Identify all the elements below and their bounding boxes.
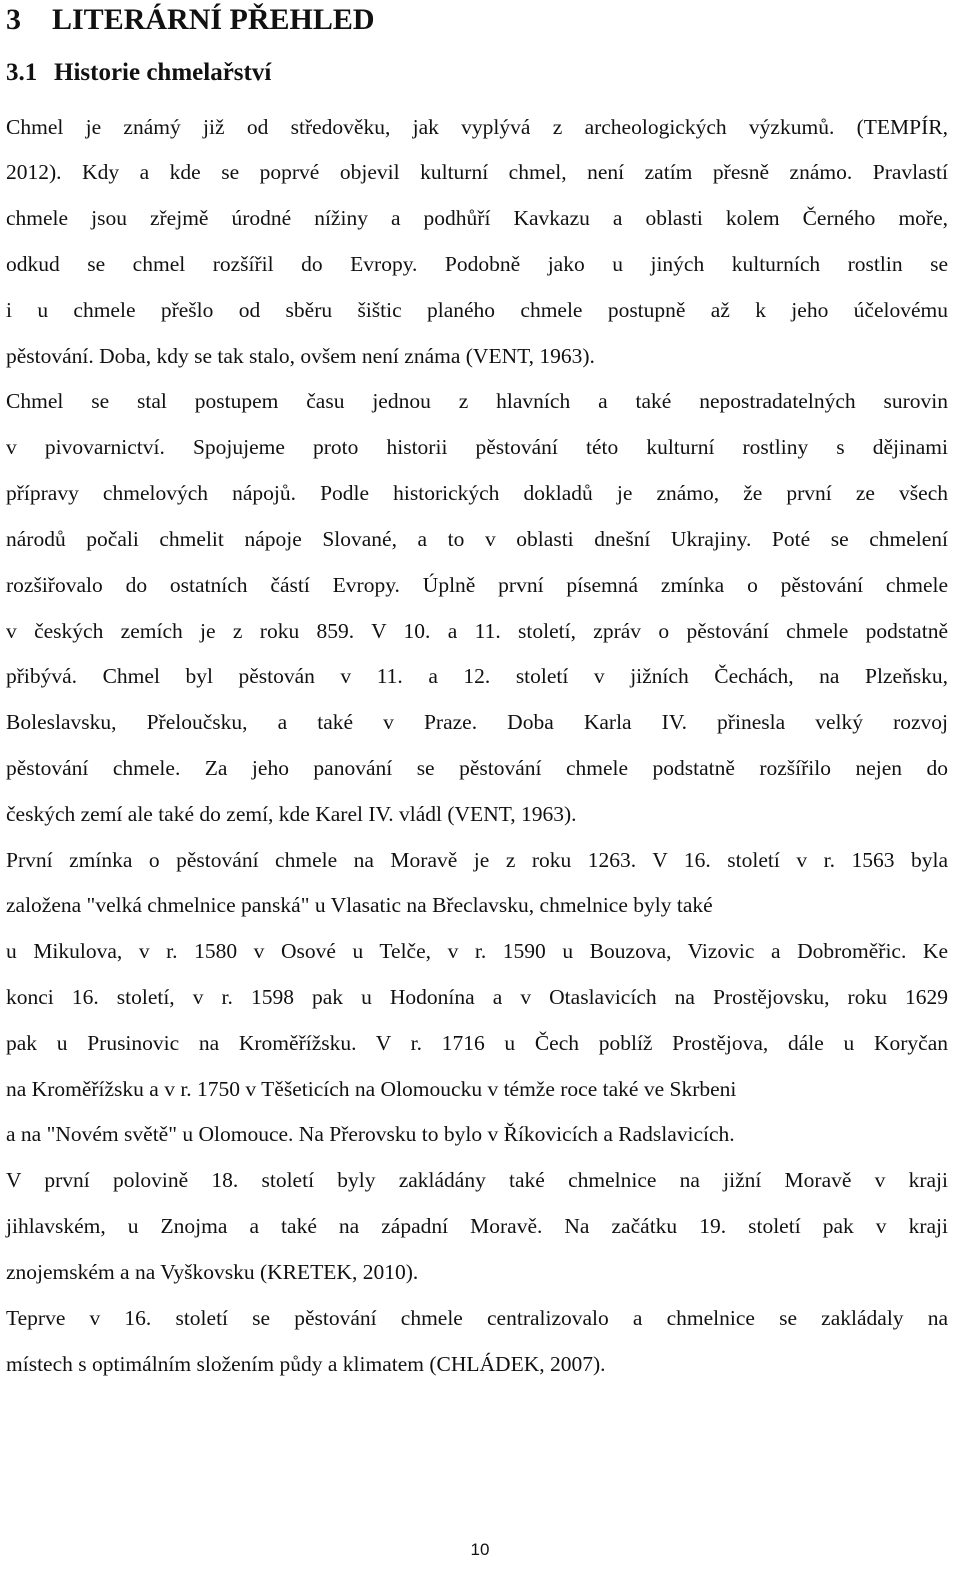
page-number: 10 [470, 1540, 490, 1559]
text-line: Boleslavsku, Přeloučsku, a také v Praze. Doba Karla IV. přinesla velký rozvoj [6, 710, 948, 734]
text-line: V první polovině 18. století byly zakládány také chmelnice na jižní Moravě v kraji [6, 1168, 948, 1192]
chapter-title: LITERÁRNÍ PŘEHLED [52, 3, 375, 36]
text-line: rozšiřovalo do ostatních částí Evropy. Úplně první písemná zmínka o pěstování chmele [6, 573, 948, 597]
text-line: místech s optimálním složením půdy a klimatem (CHLÁDEK, 2007). [6, 1352, 606, 1376]
text-line: odkud se chmel rozšířil do Evropy. Podobně jako u jiných kulturních rostlin se [6, 252, 948, 276]
text-line: konci 16. století, v r. 1598 pak u Hodonína a v Otaslavicích na Prostějovsku, roku 1629 [6, 985, 948, 1009]
text-line: národů počali chmelit nápoje Slované, a to v oblasti dnešní Ukrajiny. Poté se chmelení [6, 527, 948, 551]
text-line: přibývá. Chmel byl pěstován v 11. a 12. století v jižních Čechách, na Plzeňsku, [6, 664, 948, 688]
text-line: chmele jsou zřejmě úrodné nížiny a podhůří Kavkazu a oblasti kolem Černého moře, [6, 206, 948, 230]
text-line: v českých zemích je z roku 859. V 10. a 11. století, zpráv o pěstování chmele podstatně [6, 619, 948, 643]
chapter-heading [6, 0, 375, 40]
text-line: Chmel je známý již od středověku, jak vyplývá z archeologických výzkumů. (TEMPÍR, [6, 115, 948, 139]
section-heading [6, 55, 271, 91]
text-line: První zmínka o pěstování chmele na Moravě je z roku 1263. V 16. století v r. 1563 byla [6, 848, 948, 872]
text-line: i u chmele přešlo od sběru šištic planého chmele postupně až k jeho účelovému [6, 298, 948, 322]
text-line: pěstování chmele. Za jeho panování se pěstování chmele podstatně rozšířilo nejen do [6, 756, 948, 780]
text-line: v pivovarnictví. Spojujeme proto historii pěstování této kulturní rostliny s dějinami [6, 435, 948, 459]
text-line: českých zemí ale také do zemí, kde Karel IV. vládl (VENT, 1963). [6, 802, 577, 826]
text-line: přípravy chmelových nápojů. Podle historických dokladů je známo, že první ze všech [6, 481, 948, 505]
section-number: 3.1 [6, 59, 38, 86]
text-line: u Mikulova, v r. 1580 v Osové u Telče, v r. 1590 u Bouzova, Vizovic a Dobroměřic. Ke [6, 939, 948, 963]
text-line: jihlavském, u Znojma a také na západní Moravě. Na začátku 19. století pak v kraji [6, 1214, 948, 1238]
text-line: znojemském a na Vyškovsku (KRETEK, 2010). [6, 1260, 419, 1284]
text-line: Chmel se stal postupem času jednou z hlavních a také nepostradatelných surovin [6, 389, 948, 413]
section-title: Historie chmelařství [54, 59, 272, 86]
text-line: na Kroměřížsku a v r. 1750 v Těšeticích na Olomoucku v témže roce také ve Skrbeni [6, 1077, 737, 1101]
text-line: pěstování. Doba, kdy se tak stalo, ovšem není známa (VENT, 1963). [6, 344, 595, 368]
chapter-number: 3 [6, 3, 21, 36]
text-line: 2012). Kdy a kde se poprvé objevil kulturní chmel, není zatím přesně známo. Pravlastí [6, 160, 948, 184]
text-line: pak u Prusinovic na Kroměřížsku. V r. 1716 u Čech poblíž Prostějova, dále u Koryčan [6, 1031, 948, 1055]
text-line: a na "Novém světě" u Olomouce. Na Přerovsku to bylo v Říkovicích a Radslavicích. [6, 1122, 735, 1146]
text-line: založena "velká chmelnice panská" u Vlasatic na Břeclavsku, chmelnice byly také [6, 893, 713, 917]
text-line: Teprve v 16. století se pěstování chmele centralizovalo a chmelnice se zakládaly na [6, 1306, 948, 1330]
